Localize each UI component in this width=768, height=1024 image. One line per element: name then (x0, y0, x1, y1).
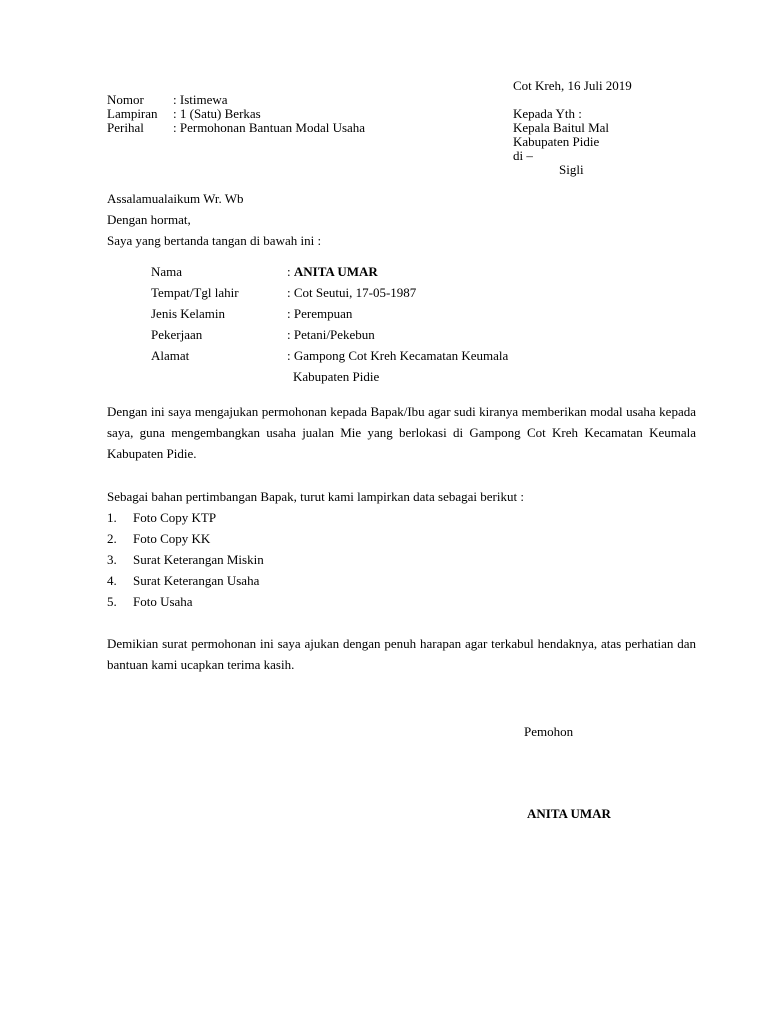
recipient-line: di – (513, 148, 533, 163)
meta-label: Lampiran (107, 106, 158, 121)
meta-value: : 1 (Satu) Berkas (173, 106, 261, 121)
signer-name: ANITA UMAR (527, 806, 611, 821)
meta-label: Perihal (107, 120, 144, 135)
recipient-line: Kepada Yth : (513, 106, 582, 121)
list-text: Foto Usaha (133, 594, 193, 609)
identity-value: : Perempuan (287, 306, 353, 321)
list-number: 5. (107, 594, 117, 609)
identity-value (287, 265, 378, 279)
list-number: 1. (107, 510, 117, 525)
identity-value: : Petani/Pekebun (287, 327, 375, 342)
identity-label: Pekerjaan (151, 327, 203, 342)
attachments-intro: Sebagai bahan pertimbangan Bapak, turut kami lampirkan data sebagai berikut : (107, 489, 524, 504)
list-number: 3. (107, 552, 117, 567)
list-text: Foto Copy KK (133, 531, 211, 546)
salutation: Dengan hormat, (107, 212, 191, 227)
recipient-city: Sigli (559, 162, 584, 177)
meta-value: : Istimewa (173, 92, 228, 107)
applicant-name: ANITA UMAR (293, 264, 378, 279)
identity-value: : Gampong Cot Kreh Kecamatan Keumala (287, 348, 509, 363)
recipient-line: Kepala Baitul Mal (513, 120, 610, 135)
signer-role: Pemohon (524, 724, 574, 739)
identity-label: Tempat/Tgl lahir (151, 285, 239, 300)
identity-colon: : (287, 264, 294, 279)
address-continuation: Kabupaten Pidie (293, 369, 380, 384)
greeting: Assalamualaikum Wr. Wb (107, 191, 244, 206)
identity-label: Nama (151, 264, 183, 279)
meta-label: Nomor (107, 92, 144, 107)
recipient-line: Kabupaten Pidie (513, 134, 600, 149)
meta-value: : Permohonan Bantuan Modal Usaha (173, 120, 366, 135)
identity-label: Alamat (151, 348, 190, 363)
closing-paragraph: Demikian surat permohonan ini saya ajukan dengan penuh harapan agar terkabul hendaknya, atas perhatian dan bantuan kami ucapkan terima kasih. (107, 636, 696, 672)
intro-line: Saya yang bertanda tangan di bawah ini : (107, 233, 322, 248)
list-text: Foto Copy KTP (133, 510, 217, 525)
place-date: Cot Kreh, 16 Juli 2019 (513, 78, 632, 93)
identity-value: : Cot Seutui, 17-05-1987 (287, 285, 417, 300)
list-number: 4. (107, 573, 117, 588)
identity-label: Jenis Kelamin (151, 306, 226, 321)
list-text: Surat Keterangan Miskin (133, 552, 264, 567)
body-paragraph: Dengan ini saya mengajukan permohonan kepada Bapak/Ibu agar sudi kiranya memberikan modal usaha kepada saya, guna mengembangkan usaha jualan Mie yang berlokasi di Gampong Cot Kreh Kecamatan Keumala Kabupaten Pidie. (107, 404, 696, 461)
list-number: 2. (107, 531, 117, 546)
list-text: Surat Keterangan Usaha (133, 573, 260, 588)
